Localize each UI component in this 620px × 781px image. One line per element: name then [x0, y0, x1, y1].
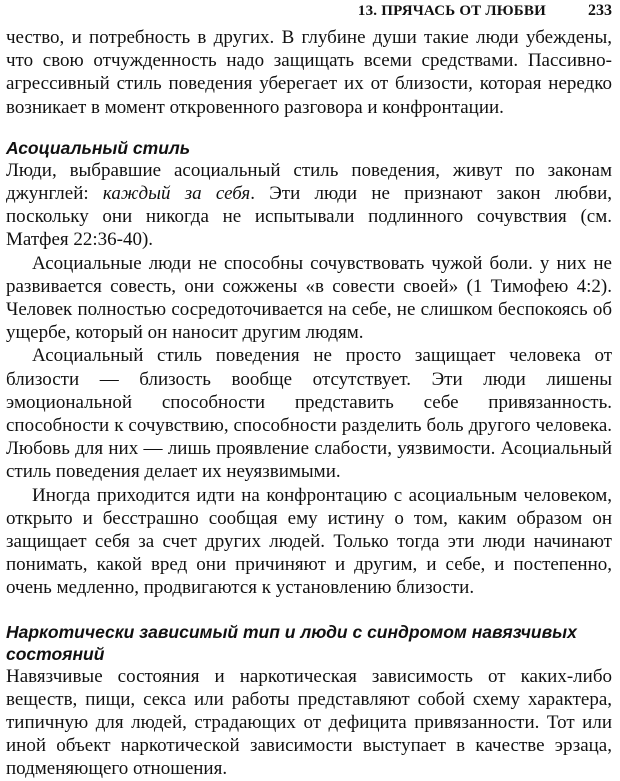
paragraph-addictive-1: Навязчивые состояния и наркотическая зависимость от каких-либо веществ, пищи, секса или работы представляют собой схему характера, типичную для людей, страдающих от дефицита привязанности. Тот или иной объект наркотической зависимости выступает в качестве эрзаца, подменяющего отношения. — [6, 665, 612, 780]
page-body — [6, 26, 612, 781]
paragraph-text: . Эти люди не признают закон любви, поскольку они никогда не испытывали подлинного сочувствия (см. Матфея 22:36-40). — [6, 183, 612, 251]
paragraph-asocial-1 — [6, 159, 612, 252]
paragraph-asocial-2: Асоциальные люди не способны сочувствовать чужой боли. у них не развивается совесть, они сожжены «в совести своей» (1 Тимофею 4:2). Человек полностью сосредоточивается на себе, не слишком беспокоясь об ущербе, который он наносит другим людям. — [6, 252, 612, 344]
emphasis-text: каждый за себя — [102, 183, 251, 205]
section-heading-addictive-type: Наркотически зависимый тип и люди с синдромом навязчивых состояний — [6, 621, 577, 664]
paragraph-asocial-4: Иногда приходится идти на конфронтацию с асоциальным человеком, открыто и бесстрашно сообщая ему истину о том, каким образом он защищает себя за счет других людей. Только тогда эти люди начинают понимать, какой вред они причиняют и другим, и себе, и постепенно, очень медленно, продвигаются к установлению близости. — [6, 484, 612, 599]
paragraph-continuation: чество, и потребность в других. В глубине души такие люди убеждены, что свою отчужденность надо защищать всеми средствами. Пассивно-агрессивный стиль поведения уберегает их от близости, которая нередко возникает в момент откровенного разговора и конфронтации. — [6, 27, 612, 118]
paragraph-asocial-3: Асоциальный стиль поведения не просто защищает человека от близости — близость вообще отсутствует. Эти люди лишены эмоциональной способности представить себе привязанность. способности к сочувствию, способности разделить боль другого человека. Любовь для них — лишь проявление слабости, уязвимости. Асоциальный стиль поведения делает их неуязвимыми. — [6, 345, 612, 483]
chapter-title: 13. ПРЯЧАСЬ ОТ ЛЮБВИ — [357, 3, 546, 19]
paragraph-text: Люди, выбравшие асоциальный стиль поведения, живут по законам джунглей: — [6, 159, 612, 205]
running-header — [6, 2, 612, 22]
page-number: 233 — [588, 2, 612, 19]
section-heading-asocial-style: Асоциальный стиль — [6, 137, 191, 158]
